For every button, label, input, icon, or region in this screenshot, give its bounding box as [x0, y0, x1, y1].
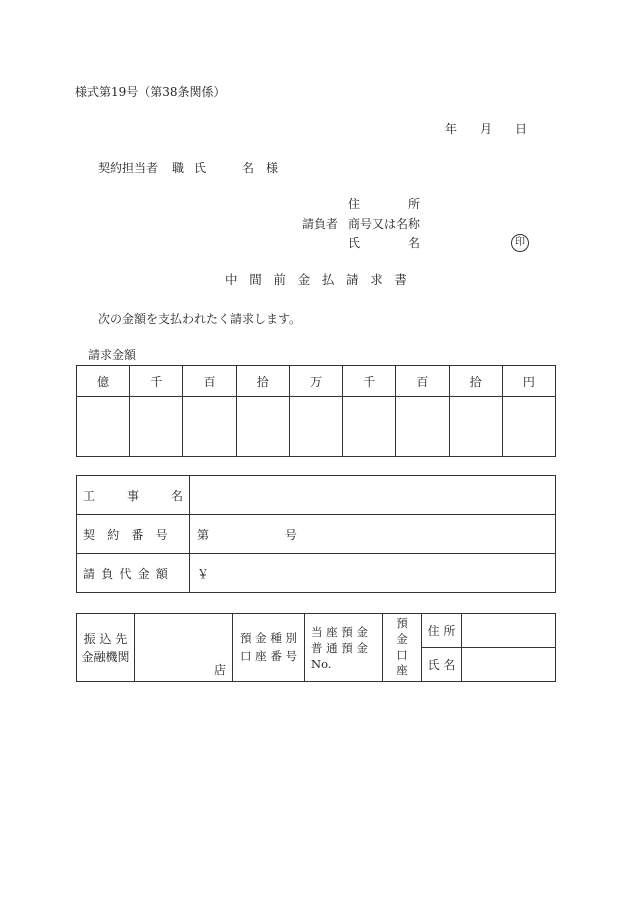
contract-number-field[interactable] [190, 515, 556, 554]
digit-header: 円 [502, 366, 555, 397]
title-char: 金 [297, 272, 311, 287]
amount-table [76, 365, 556, 457]
account-kind-field[interactable] [305, 614, 383, 682]
digit-header: 百 [396, 366, 449, 397]
work-name-field[interactable] [190, 476, 556, 515]
digit-input[interactable] [289, 397, 342, 457]
digit-header: 万 [289, 366, 342, 397]
form-reference: 様式第19号（第38条関係） [75, 85, 226, 99]
intro-text: 次の金額を支払われたく請求します。 [98, 312, 302, 326]
title-char: 請 [346, 272, 359, 287]
seal-label: 印 [515, 237, 525, 248]
account-no-label: No. [311, 657, 332, 672]
applicant-role: 請負者 [302, 217, 339, 231]
title-char: 書 [394, 272, 407, 287]
contract-price-label [77, 554, 190, 593]
bank-branch-field[interactable] [135, 614, 233, 682]
addressee-name-1: 氏 [194, 161, 207, 175]
digit-input[interactable] [396, 397, 449, 457]
date-year: 年 [445, 122, 458, 136]
amount-label: 請求金額 [88, 348, 137, 362]
title-char: 前 [273, 272, 286, 287]
addressee-title: 職 [172, 161, 185, 175]
account-holder-label [383, 614, 422, 682]
applicant-name-2: 名 [408, 236, 421, 250]
account-type-line2: 口 座 番 号 [240, 648, 297, 663]
applicant-company: 商号又は名称 [348, 217, 421, 231]
holder-name-field[interactable] [462, 648, 556, 682]
applicant-address-2: 所 [408, 197, 421, 211]
contract-number-label [77, 515, 190, 554]
applicant-address-1: 住 [348, 197, 361, 211]
applicant-name-1: 氏 [348, 236, 361, 250]
digit-input[interactable] [130, 397, 183, 457]
addressee-label: 契約担当者 [98, 161, 159, 175]
holder-char: 預 [396, 616, 408, 631]
digit-header: 千 [343, 366, 396, 397]
seal-mark [511, 234, 529, 252]
account-type-line1: 預 金 種 別 [240, 631, 297, 646]
holder-address-field[interactable] [462, 614, 556, 648]
work-name-label [77, 476, 190, 515]
title-char: 中 [225, 272, 238, 287]
addressee-name-2: 名 [242, 161, 255, 175]
bank-destination-label [77, 614, 135, 682]
account-kind-line1: 当 座 預 金 [311, 625, 368, 639]
contract-number-prefix: 第 [197, 527, 210, 542]
work-label-char: 名 [170, 488, 183, 503]
bank-table [76, 613, 556, 682]
digit-input[interactable] [449, 397, 502, 457]
contract-number-text: 契 約 番 号 [83, 527, 172, 542]
digit-input[interactable] [236, 397, 289, 457]
title-char: 求 [370, 272, 383, 287]
document-title [225, 274, 407, 287]
bank-dest-line2: 金融機関 [81, 649, 130, 664]
digit-input[interactable] [502, 397, 555, 457]
holder-address-label: 住 所 [422, 614, 462, 648]
contract-number-suffix: 号 [284, 527, 297, 542]
work-label-char: 工 [83, 488, 96, 503]
date-day: 日 [515, 122, 528, 136]
account-kind-line2: 普 通 預 金 [311, 641, 368, 656]
holder-name-label: 氏 名 [422, 648, 462, 682]
branch-suffix: 店 [213, 663, 226, 677]
contract-price-text: 請 負 代 金 額 [83, 566, 170, 581]
title-char: 払 [321, 272, 335, 287]
work-label-char: 事 [126, 488, 139, 503]
bank-dest-line1: 振 込 先 [83, 631, 128, 646]
digit-input[interactable] [77, 397, 130, 457]
digit-header: 百 [183, 366, 236, 397]
contract-table [76, 475, 556, 593]
account-type-label [233, 614, 305, 682]
holder-char: 口 [396, 647, 408, 662]
digit-header: 億 [77, 366, 130, 397]
addressee-honorific: 様 [266, 161, 279, 175]
contract-price-field[interactable]: ￥ [190, 554, 556, 593]
digit-header: 拾 [236, 366, 289, 397]
digit-input[interactable] [183, 397, 236, 457]
holder-char: 座 [396, 663, 408, 678]
digit-input[interactable] [343, 397, 396, 457]
title-char: 間 [249, 272, 262, 287]
holder-char: 金 [396, 631, 408, 646]
date-month: 月 [480, 122, 493, 136]
digit-header: 千 [130, 366, 183, 397]
digit-header: 拾 [449, 366, 502, 397]
